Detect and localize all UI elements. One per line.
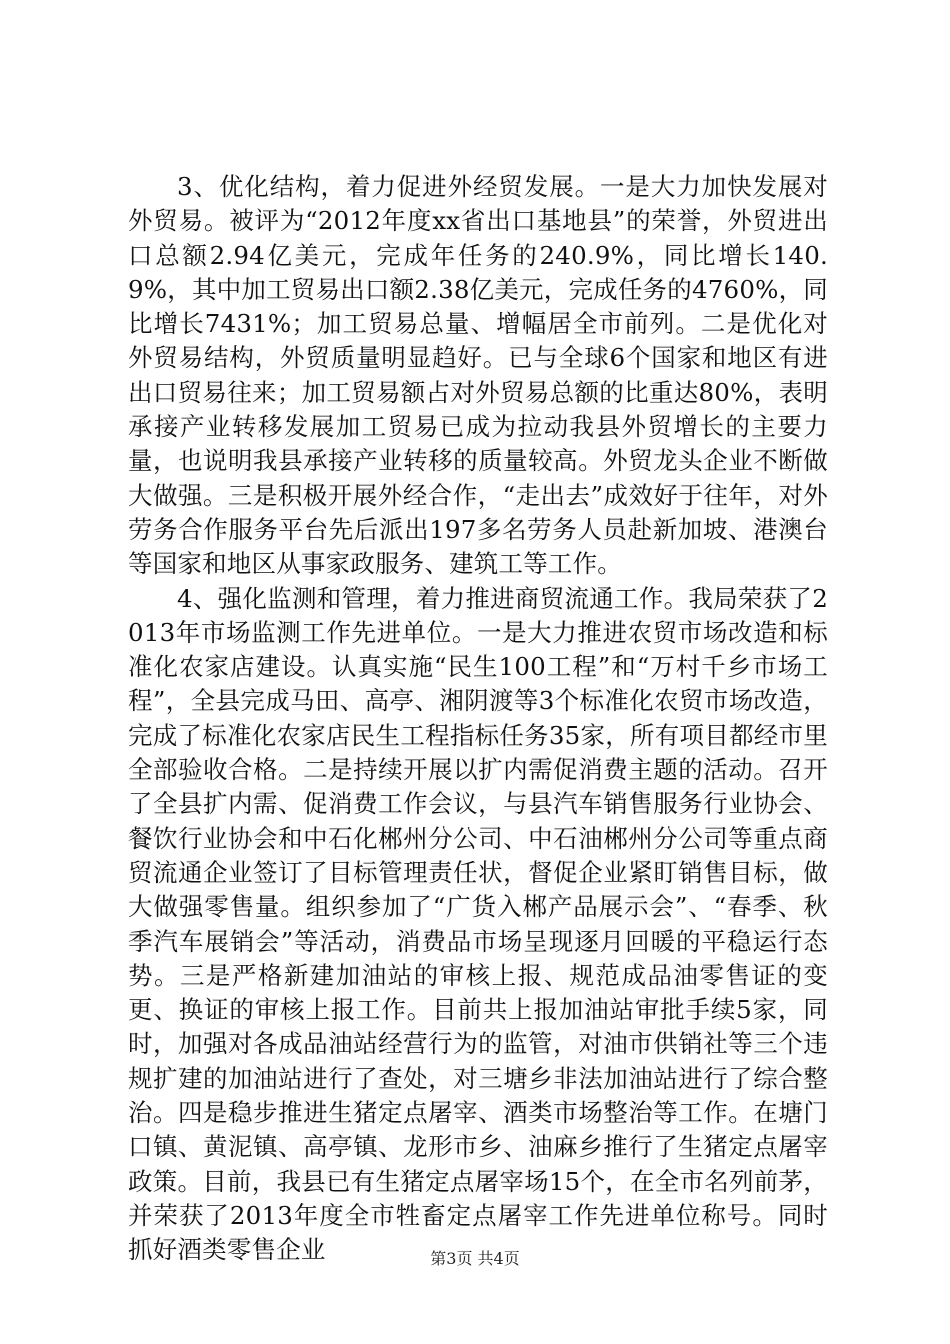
paragraph-commerce-circulation: 4、强化监测和管理，着力推进商贸流通工作。我局荣获了2013年市场监测工作先进单位。一是大力推进农贸市场改造和标准化农家店建设。认真实施“民生100工程”和“万村千乡市场工程”，全县完成马田、高亭、湘阴渡等3个标准化农贸市场改造，完成了标准化农家店民生工程指标任务35家，所有项目都经市里全部验收合格。二是持续开展以扩内需促消费主题的活动。召开了全县扩内需、促消费工作会议，与县汽车销售服务行业协会、餐饮行业协会和中石化郴州分公司、中石油郴州分公司等重点商贸流通企业签订了目标管理责任状，督促企业紧盯销售目标，做大做强零售量。组织参加了“广货入郴产品展示会”、“春季、秋季汽车展销会”等活动，消费品市场呈现逐月回暖的平稳运行态势。三是严格新建加油站的审核上报、规范成品油零售证的变更、换证的审核上报工作。目前共上报加油站审批手续5家，同时，加强对各成品油站经营行为的监管，对油市供销社等三个违规扩建的加油站进行了查处，对三塘乡非法加油站进行了综合整治。四是稳步推进生猪定点屠宰、酒类市场整治等工作。在塘门口镇、黄泥镇、高亭镇、龙形市乡、油麻乡推行了生猪定点屠宰政策。目前，我县已有生猪定点屠宰场15个，在全市名列前茅，并荣获了2013年度全市牲畜定点屠宰工作先进单位称号。同时抓好酒类零售企业 xyxy=(128,583,828,1265)
paragraph-foreign-trade: 3、优化结构，着力促进外经贸发展。一是大力加快发展对外贸易。被评为“2012年度xx省出口基地县”的荣誉，外贸进出口总额2.94亿美元，完成年任务的240.9%，同比增长140.9%，其中加工贸易出口额2.38亿美元，完成任务的4760%，同比增长7431%；加工贸易总量、增幅居全市前列。二是优化对外贸易结构，外贸质量明显趋好。已与全球6个国家和地区有进出口贸易往来；加工贸易额占对外贸易总额的比重达80%，表明承接产业转移发展加工贸易已成为拉动我县外贸增长的主要力量，也说明我县承接产业转移的质量较高。外贸龙头企业不断做大做强。三是积极开展外经合作，“走出去”成效好于往年，对外劳务合作服务平台先后派出197多名劳务人员赴新加坡、港澳台等国家和地区从事家政服务、建筑工等工作。 xyxy=(128,172,828,579)
page-footer: 第3页 共4页 xyxy=(430,1249,520,1268)
document-body xyxy=(128,170,828,1268)
